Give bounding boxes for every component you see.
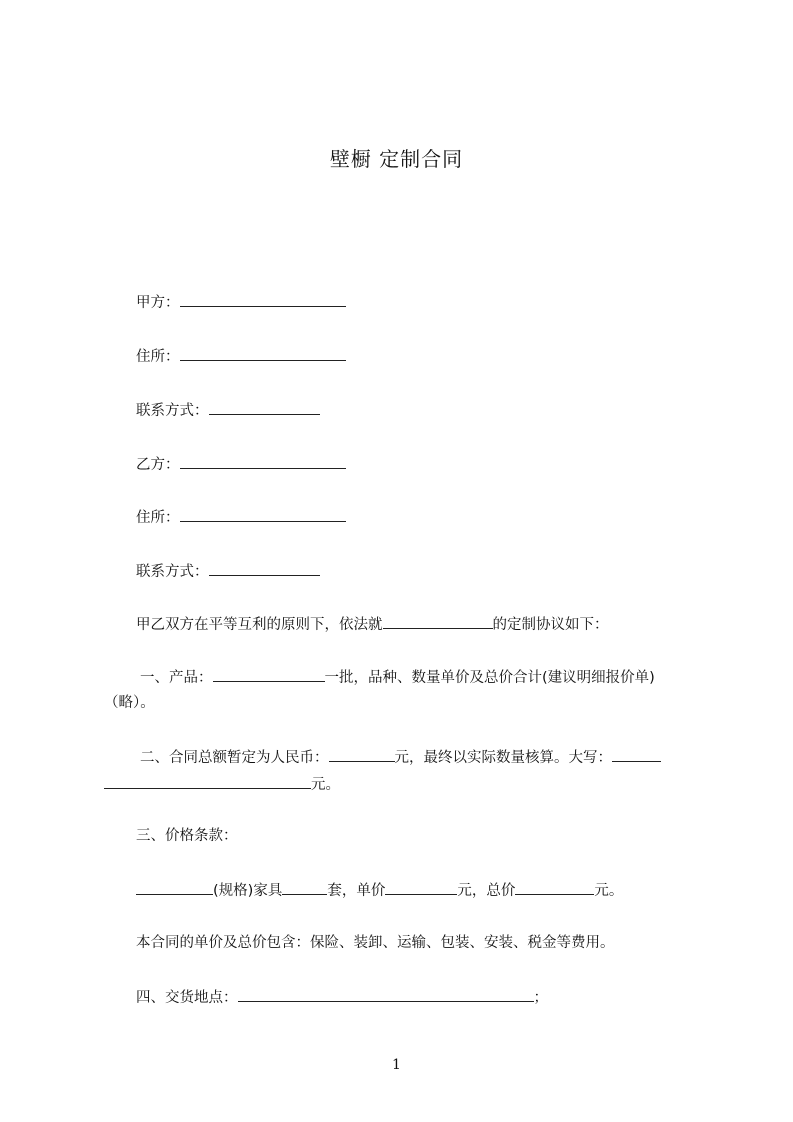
intro-suffix: 的定制协议如下： — [492, 617, 609, 633]
party-b-address-line — [136, 507, 346, 527]
party-a-contact-blank[interactable] — [209, 400, 320, 415]
party-b-address-blank[interactable] — [180, 507, 346, 522]
item1-prefix: 一、产品： — [140, 670, 213, 686]
item1-line — [140, 667, 655, 687]
item2-mid: 元，最终以实际数量核算。大写： — [394, 750, 612, 766]
price-inclusion: 本合同的单价及总价包含：保险、装卸、运输、包装、安装、税金等费用。 — [136, 935, 615, 951]
intro-prefix: 甲乙双方在平等互利的原则下，依法就 — [136, 617, 383, 633]
item1-line2 — [104, 694, 155, 712]
intro-line — [136, 614, 609, 634]
item4-prefix: 四、交货地点： — [136, 990, 238, 1006]
item2-prefix: 二、合同总额暂定为人民币： — [140, 750, 329, 766]
party-b-blank[interactable] — [180, 454, 346, 469]
party-a-address-line — [136, 346, 346, 366]
item2-capital-blank[interactable] — [612, 747, 661, 762]
price-sets-blank[interactable] — [282, 880, 327, 895]
item1-line2-text: （略）。 — [104, 695, 155, 711]
item4-suffix: ； — [533, 990, 548, 1006]
item4-blank[interactable] — [238, 987, 534, 1002]
price-set-unit: 套，单价 — [327, 883, 386, 899]
party-a-contact-label: 联系方式： — [136, 403, 209, 419]
party-a-address-label: 住所： — [136, 349, 180, 365]
intro-blank[interactable] — [383, 614, 493, 629]
item2-line2 — [104, 774, 340, 794]
item3-heading-line — [136, 827, 238, 845]
price-spec: (规格)家具 — [213, 883, 283, 899]
party-a-line — [136, 292, 346, 312]
price-line — [136, 880, 623, 900]
party-a-contact-line — [136, 400, 320, 420]
price-spec-blank[interactable] — [136, 880, 213, 895]
item2-amount-blank[interactable] — [329, 747, 395, 762]
party-b-label: 乙方： — [136, 457, 180, 473]
party-a-label: 甲方： — [136, 295, 180, 311]
party-b-contact-label: 联系方式： — [136, 564, 209, 580]
item2-line2-suffix: 元。 — [311, 777, 340, 793]
party-b-contact-blank[interactable] — [209, 561, 320, 576]
item1-suffix: 一批，品种、数量单价及总价合计(建议明细报价单) — [324, 670, 655, 686]
item2-line — [140, 747, 661, 767]
contract-title: 壁橱 定制合同 — [329, 147, 464, 171]
price-unit-blank[interactable] — [385, 880, 457, 895]
page-number: 1 — [392, 1057, 401, 1073]
price-total-yuan: 元。 — [594, 883, 624, 899]
party-b-contact-line — [136, 561, 320, 581]
party-a-address-blank[interactable] — [180, 346, 346, 361]
party-b-line — [136, 454, 346, 474]
item1-blank[interactable] — [213, 667, 325, 682]
price-unit-yuan: 元，总价 — [457, 883, 516, 899]
party-b-address-label: 住所： — [136, 510, 180, 526]
price-total-blank[interactable] — [515, 880, 594, 895]
party-a-blank[interactable] — [180, 292, 346, 307]
item3-heading: 三、价格条款： — [136, 828, 238, 844]
item2-capital-blank-cont[interactable] — [104, 774, 311, 789]
price-inclusion-line — [136, 934, 615, 952]
item4-line — [136, 987, 548, 1007]
